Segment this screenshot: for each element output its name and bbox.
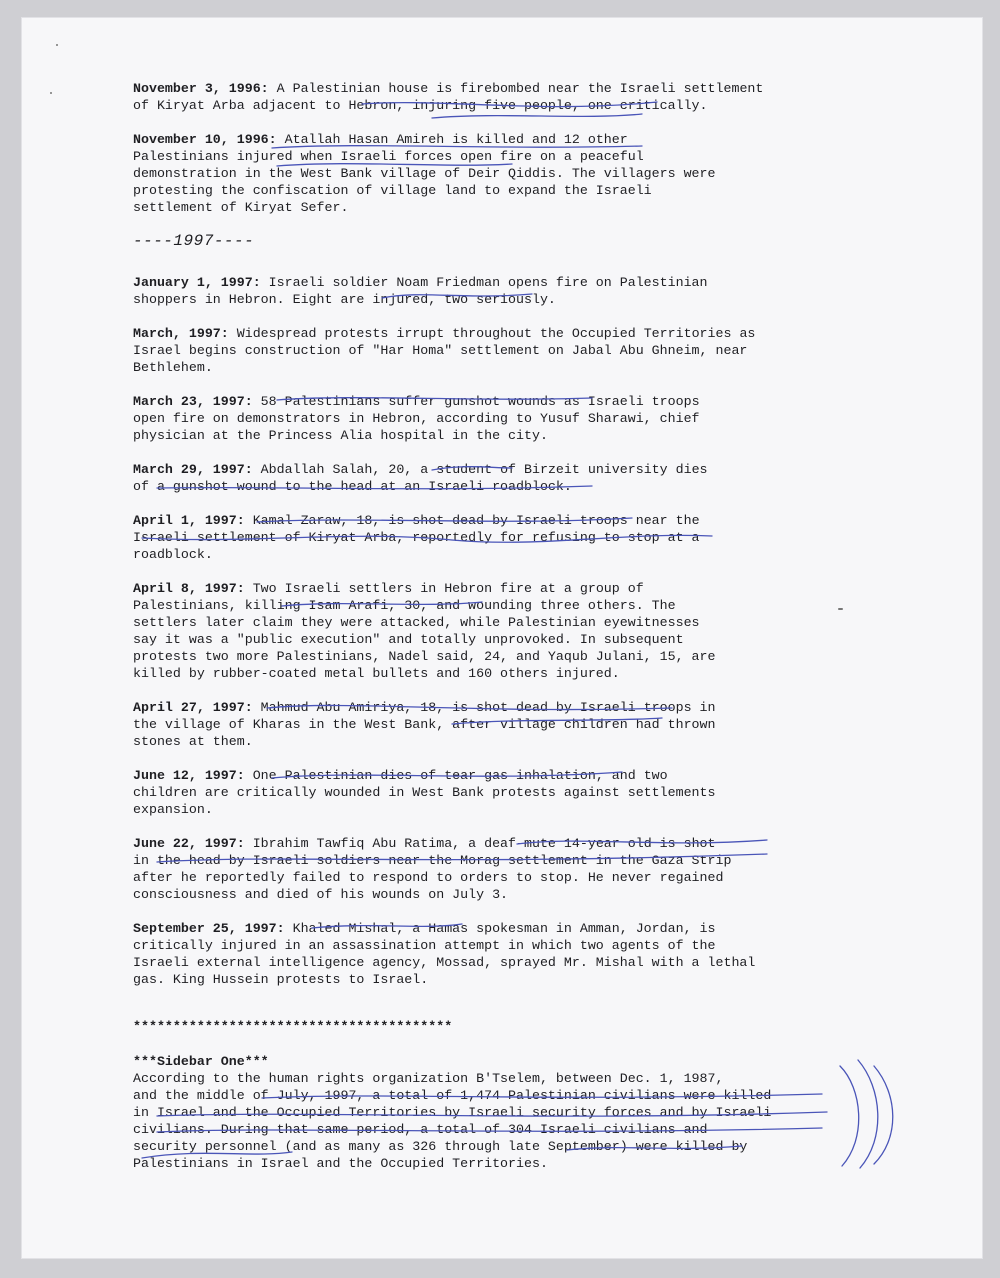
entries-1997 bbox=[133, 274, 833, 988]
entry-text: 58 Palestinians suffer gunshot wounds as Israeli troops open fire on demonstrators in Hebron, according to Yusuf Sharawi, chief physician at the Princess Alia hospital in the city. bbox=[133, 394, 700, 443]
entry-date: April 27, 1997: bbox=[133, 700, 253, 715]
entry-date: November 10, 1996: bbox=[133, 132, 277, 147]
timeline-entry bbox=[133, 274, 833, 308]
entry-date: June 12, 1997: bbox=[133, 768, 245, 783]
entry-date: June 22, 1997: bbox=[133, 836, 245, 851]
year-heading: ----1997---- bbox=[133, 232, 255, 250]
entry-text: Mahmud Abu Amiriya, 18, is shot dead by Israeli troops in the village of Kharas in the West Bank, after village children had thrown stones at them. bbox=[133, 700, 716, 749]
entry-date: March, 1997: bbox=[133, 326, 229, 341]
section-separator: **************************************** bbox=[133, 1019, 453, 1034]
entry-text: One Palestinian dies of tear gas inhalation, and two children are critically wounded in West Bank protests against settlements expansion. bbox=[133, 768, 716, 817]
entry-text: A Palestinian house is firebombed near the Israeli settlement of Kiryat Arba adjacent to Hebron, injuring five people, one critically. bbox=[133, 81, 764, 113]
entry-date: March 29, 1997: bbox=[133, 462, 253, 477]
entry-text: Kamal Zaraw, 18, is shot dead by Israeli troops near the Israeli settlement of Kiryat Arba, reportedly for refusing to stop at a roadblock. bbox=[133, 513, 700, 562]
timeline-entry bbox=[133, 131, 833, 216]
margin-bracket-stroke bbox=[858, 1060, 878, 1168]
sidebar-title: ***Sidebar One*** bbox=[133, 1054, 269, 1069]
entry-text: Atallah Hasan Amireh is killed and 12 other Palestinians injured when Israeli forces open fire on a peaceful demonstration in the West Bank village of Deir Qiddis. The villagers were protesting the confiscation of village land to expand the Israeli settlement of Kiryat Sefer. bbox=[133, 132, 716, 215]
margin-bracket-stroke bbox=[874, 1066, 893, 1164]
entry-date: March 23, 1997: bbox=[133, 394, 253, 409]
entry-text: Two Israeli settlers in Hebron fire at a group of Palestinians, killing Isam Arafi, 30, and wounding three others. The settlers later claim they were attacked, while Palestinian eyewitnesses say it was a "public execution" and totally unprovoked. In subsequent protests two more Palestinians, Nadel said, 24, and Yaqub Julani, 15, are killed by rubber-coated metal bullets and 160 others injured. bbox=[133, 581, 716, 681]
paper-speck bbox=[50, 92, 52, 94]
sidebar-body: According to the human rights organization B'Tselem, between Dec. 1, 1987, and the middle of July, 1997, a total of 1,474 Palestinian civilians were killed in Israel and the Occupied Territories by Israeli security forces and by Israeli civilians. During that same period, a total of 304 Israeli civilians and security personnel (and as many as 326 through late September) were killed by Palestinians in Israel and the Occupied Territories. bbox=[133, 1071, 772, 1171]
document-text bbox=[133, 80, 833, 1172]
paper-speck bbox=[56, 44, 58, 46]
entry-date: September 25, 1997: bbox=[133, 921, 285, 936]
margin-bracket-stroke bbox=[840, 1066, 859, 1166]
entry-text: Khaled Mishal, a Hamas spokesman in Amman, Jordan, is critically injured in an assassination attempt in which two agents of the Israeli external intelligence agency, Mossad, sprayed Mr. Mishal with a lethal gas. King Hussein protests to Israel. bbox=[133, 921, 756, 987]
document-page bbox=[22, 18, 982, 1258]
entry-date: January 1, 1997: bbox=[133, 275, 261, 290]
timeline-entry bbox=[133, 512, 833, 563]
timeline-entry bbox=[133, 80, 833, 114]
entry-text: Widespread protests irrupt throughout the Occupied Territories as Israel begins construction of "Har Homa" settlement on Jabal Abu Ghneim, near Bethlehem. bbox=[133, 326, 756, 375]
entry-date: November 3, 1996: bbox=[133, 81, 269, 96]
timeline-entry bbox=[133, 325, 833, 376]
timeline-entry bbox=[133, 580, 833, 682]
timeline-entry bbox=[133, 461, 833, 495]
timeline-entry bbox=[133, 767, 833, 818]
timeline-entry bbox=[133, 920, 833, 988]
paper-speck bbox=[838, 608, 843, 610]
entry-text: Israeli soldier Noam Friedman opens fire on Palestinian shoppers in Hebron. Eight are injured, two seriously. bbox=[133, 275, 708, 307]
entry-text: Abdallah Salah, 20, a student of Birzeit university dies of a gunshot wound to the head at an Israeli roadblock. bbox=[133, 462, 708, 494]
entry-date: April 8, 1997: bbox=[133, 581, 245, 596]
timeline-entry bbox=[133, 699, 833, 750]
entry-text: Ibrahim Tawfiq Abu Ratima, a deaf-mute 14-year old is shot in the head by Israeli soldiers near the Morag settlement in the Gaza Strip after he reportedly failed to respond to orders to stop. He never regained consciousness and died of his wounds on July 3. bbox=[133, 836, 732, 902]
timeline-entry bbox=[133, 835, 833, 903]
entry-date: April 1, 1997: bbox=[133, 513, 245, 528]
entries-1996 bbox=[133, 80, 833, 216]
timeline-entry bbox=[133, 393, 833, 444]
